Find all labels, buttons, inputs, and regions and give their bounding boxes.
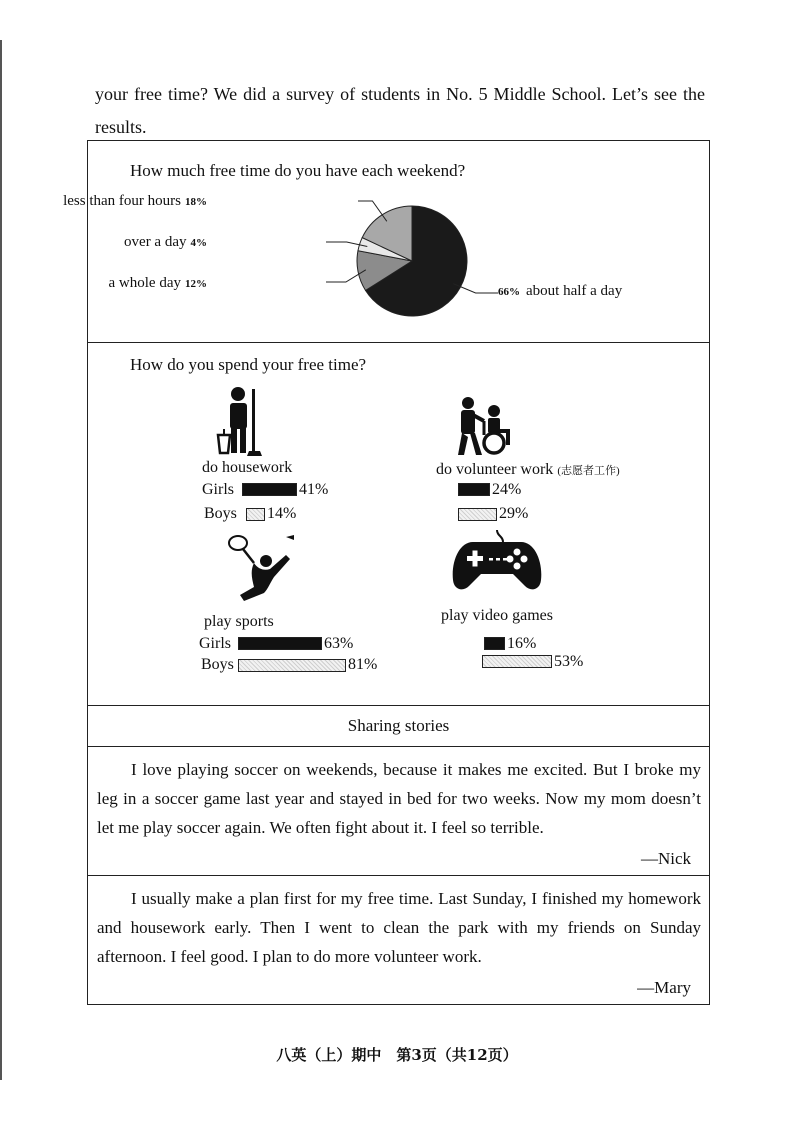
pie-label-a-whole-day: a whole day 12% — [108, 275, 207, 291]
housework-title: do housework — [202, 459, 293, 476]
wheelchair-helper-icon — [456, 395, 518, 457]
volunteer-girls-pct: 24% — [492, 481, 522, 498]
bar-housework-boys — [246, 508, 265, 521]
bar-video-games-boys — [482, 655, 552, 668]
bar-volunteer-boys — [458, 508, 497, 521]
video-games-boys-pct: 53% — [554, 653, 584, 670]
bar-volunteer-girls — [458, 483, 490, 496]
cleaning-person-icon — [216, 385, 264, 457]
bar-video-games-girls — [484, 637, 505, 650]
story-text: I usually make a plan first for my free time. Last Sunday, I finished my homework and housework early. Then I went to clean the park with my friends on Sunday afternoon. I feel good. I plan to do more volunteer work. — [97, 889, 701, 966]
bar-sports-boys — [238, 659, 346, 672]
volunteer-boys-pct: 29% — [499, 505, 529, 522]
page-footer: 八英（上）期中 第3页（共12页） — [276, 1046, 518, 1064]
pie-label-over-a-day: over a day 4% — [124, 234, 207, 250]
intro-paragraph: your free time? We did a survey of students in No. 5 Middle School. Let’s see the results. — [95, 84, 705, 137]
housework-boys-pct: 14% — [267, 505, 297, 522]
sharing-stories-title: Sharing stories — [347, 716, 450, 735]
housework-girls-label: Girls — [202, 481, 234, 498]
badminton-player-icon — [224, 531, 302, 605]
free-time-activities-section — [87, 342, 710, 706]
sports-boys-label: Boys — [201, 656, 234, 673]
pie-question: How much free time do you have each weekend? — [130, 161, 466, 180]
story-mary — [87, 875, 710, 1005]
housework-boys-label: Boys — [204, 505, 237, 522]
pie-label-less-than-four-hours: less than four hours 18% — [63, 193, 207, 209]
sports-girls-pct: 63% — [324, 635, 354, 652]
sports-boys-pct: 81% — [348, 656, 378, 673]
bar-housework-girls — [242, 483, 297, 496]
activities-question: How do you spend your free time? — [130, 355, 367, 374]
bar-sports-girls — [238, 637, 322, 650]
free-time-amount-section — [63, 140, 710, 343]
sports-girls-label: Girls — [199, 635, 231, 652]
sports-title: play sports — [204, 613, 274, 630]
story-text: I love playing soccer on weekends, because it makes me excited. But I broke my leg in a soccer game last year and stayed in bed for two weeks. Now my mom doesn’t let me play soccer again. We often fight about it. I feel so terrible. — [97, 760, 701, 837]
video-games-girls-pct: 16% — [507, 635, 537, 652]
story-nick — [87, 746, 710, 876]
housework-girls-pct: 41% — [299, 481, 329, 498]
game-controller-icon — [451, 528, 543, 594]
video-games-title: play video games — [441, 607, 553, 624]
story-author: —Mary — [637, 978, 691, 997]
page-edge-rule — [0, 40, 2, 1080]
pie-label-about-half-a-day: 66% about half a day — [498, 283, 623, 299]
sharing-stories-header — [87, 705, 710, 747]
volunteer-title: do volunteer work (志愿者工作) — [436, 461, 620, 478]
story-author: —Nick — [640, 849, 691, 868]
